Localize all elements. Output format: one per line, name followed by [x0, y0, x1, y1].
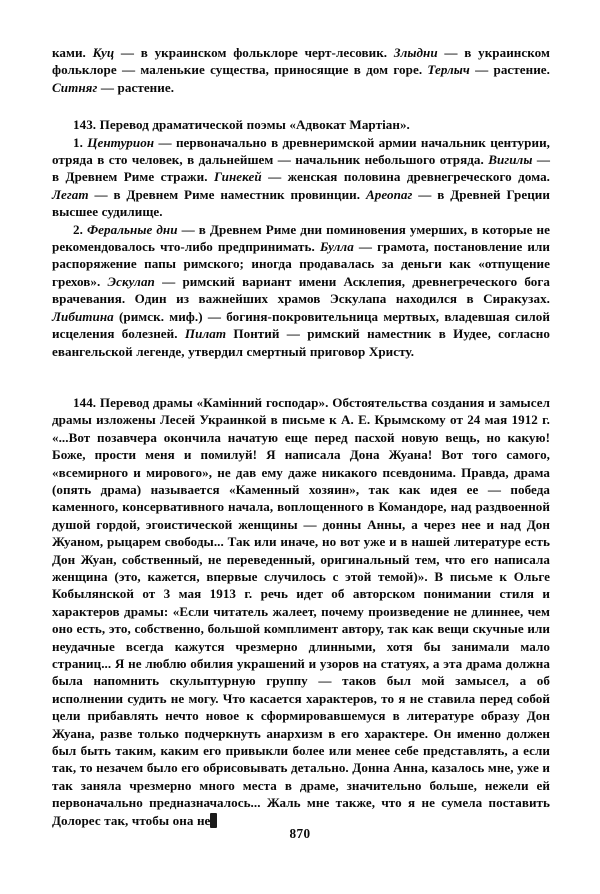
note-144 [52, 394, 550, 829]
term-eskulap: Эскулап [107, 273, 155, 289]
note-144-body: Обстоятельства создания и замысел драмы изложены Лесей Украинкой в письме к А. Е. Крымскому от 24 мая 1912 г. «...Вот позавчера окончила начатую еще перед пасхой новую вещь, но какую! Боже, прости меня и помилуй! Я написала Дона Жуана! Вот того самого, «всемирного и мирового», не дав ему даже никакого псевдонима. Правда, драма (опять драма) называется «Каменный хозяин», так как идея ее — победа каменного, консервативного начала, воплощенного в Командоре, над раздвоенной душой гордой, эгоистической женщины — донны Анны, а через нее и над Дон Жуаном, рыцарем свободы... Так или иначе, но вот уже и в нашей литературе есть Дон Жуан, собственный, не переведенный, оригинальный тем, что его написала женщина (это, кажется, впервые случилось с этой темой)». В письме к Ольге Кобылянской от 3 мая 1913 г. речь идет об авторском понимании стиля и характеров драмы: «Если читатель жалеет, почему произведение не длиннее, чем оно есть, это, собственно, большой комплимент автору, так как вещи скучные или неудачные всегда кажутся чрезмерно длинными, хотя бы занимали мало страниц... Я не люблю обилия украшений и узоров на статуях, а эта драма должна была напомнить скульптурную группу — таков был мой замысел, а об исполнении судить не могу. Что касается характеров, то я не ставила перед собой цели прибавлять нечто новое к сформировавшемуся в литературе образу Дон Жуана, разве только подчеркнуть анархизм в его характере. Он именно должен был быть таким, каким его привыкли более или менее себе представлять, а если так, то незачем было его обрисовывать детально. Донна Анна, казалось мне, уже и так заняла чрезмерно много места в драме, значительно больше, нежели ей первоначально предназначалось... Жаль мне также, что я не сумела поставить Долорес так, чтобы она не [52, 394, 550, 828]
note-143-heading [52, 116, 550, 133]
term-kuts: Куц [92, 45, 115, 60]
note-143-item-1-text-3: — женская половина древнегреческого дома. [261, 169, 550, 185]
term-libitina: Либитина [52, 308, 114, 324]
term-zlydni: Злыдни [393, 45, 438, 60]
note-143-title: Перевод драматической поэмы «Адвокат Мартіан». [96, 117, 410, 133]
note-143-item-2-marker: 2. [73, 221, 87, 237]
term-centurion: Центурион [87, 134, 155, 150]
term-ginekey: Гинекей [213, 169, 262, 185]
term-terlych: Терлыч [427, 62, 470, 78]
note-143-item-2-text-4: (римск. миф.) — богиня-покровительница мертвых, владевшая силой исцеления болезней. [52, 308, 550, 342]
note-143-item-2-text-2: — грамота, постановление или распоряжение папы римского; иногда продавалась за деньги как «отпущение грехов». [52, 239, 550, 289]
term-legat: Легат [52, 186, 89, 202]
note-143-item-1-marker: 1. [73, 134, 88, 150]
continued-lead-word: ками. [52, 45, 86, 60]
note-143-item-1-text-1: — первоначально в древнеримской армии начальник центурии, отряда в сто человек, в дальнейшем — начальник небольшого отряда. [52, 134, 550, 168]
note-143-item-1-text-2: — в Древнем Риме стражи. [52, 152, 551, 185]
term-vigily: Вигилы [488, 152, 533, 168]
page-text-block [52, 44, 550, 829]
note-143-item-2-text-1: — в Древнем Риме дни поминовения умерших, в которые не рекомендовалось что-либо предпринимать. [52, 221, 551, 255]
term-bulla: Булла [319, 239, 354, 255]
note-143-item-2-text-5: Понтий — римский наместник в Иудее, согласно евангельской легенде, утвердил смертный приговор Христу. [52, 326, 550, 359]
note-143-item-1-text-5: — в Древней Греции высшее судилище. [52, 186, 550, 220]
continued-text-3: — растение. [469, 62, 550, 78]
note-143-number: 143. [73, 117, 97, 133]
note-143-item-1-text-4: — в Древнем Риме наместник провинции. [88, 186, 366, 202]
note-144-number: 144. [73, 394, 97, 410]
continued-text-2: — в украинском фольклоре — маленькие существа, приносящие в дом горе. [52, 45, 551, 78]
page-folio: 870 [289, 826, 311, 841]
note-143-item-2-text-3: — римский вариант имени Асклепия, древнегреческого бога врачевания. Один из важнейших храмов Эскулапа находился в Сиракузах. [52, 273, 550, 307]
spacer-before-note-144 [52, 360, 550, 394]
term-sitnyag: Ситняг [52, 79, 98, 95]
continued-text-4: — растение. [97, 79, 175, 95]
term-areopag: Ареопаг [365, 186, 413, 202]
term-feralnye-dni: Феральные дни [86, 221, 178, 237]
paragraph-continued-note [52, 44, 550, 96]
note-143-item-1 [52, 134, 550, 221]
term-pilat: Пилат [184, 326, 227, 342]
continued-text-1: — в украинском фольклоре черт-лесовик. [114, 45, 394, 60]
note-144-title: Перевод драмы «Камінний господар». [96, 394, 333, 410]
spacer-before-note-143 [52, 96, 550, 116]
note-143-item-2 [52, 221, 550, 360]
